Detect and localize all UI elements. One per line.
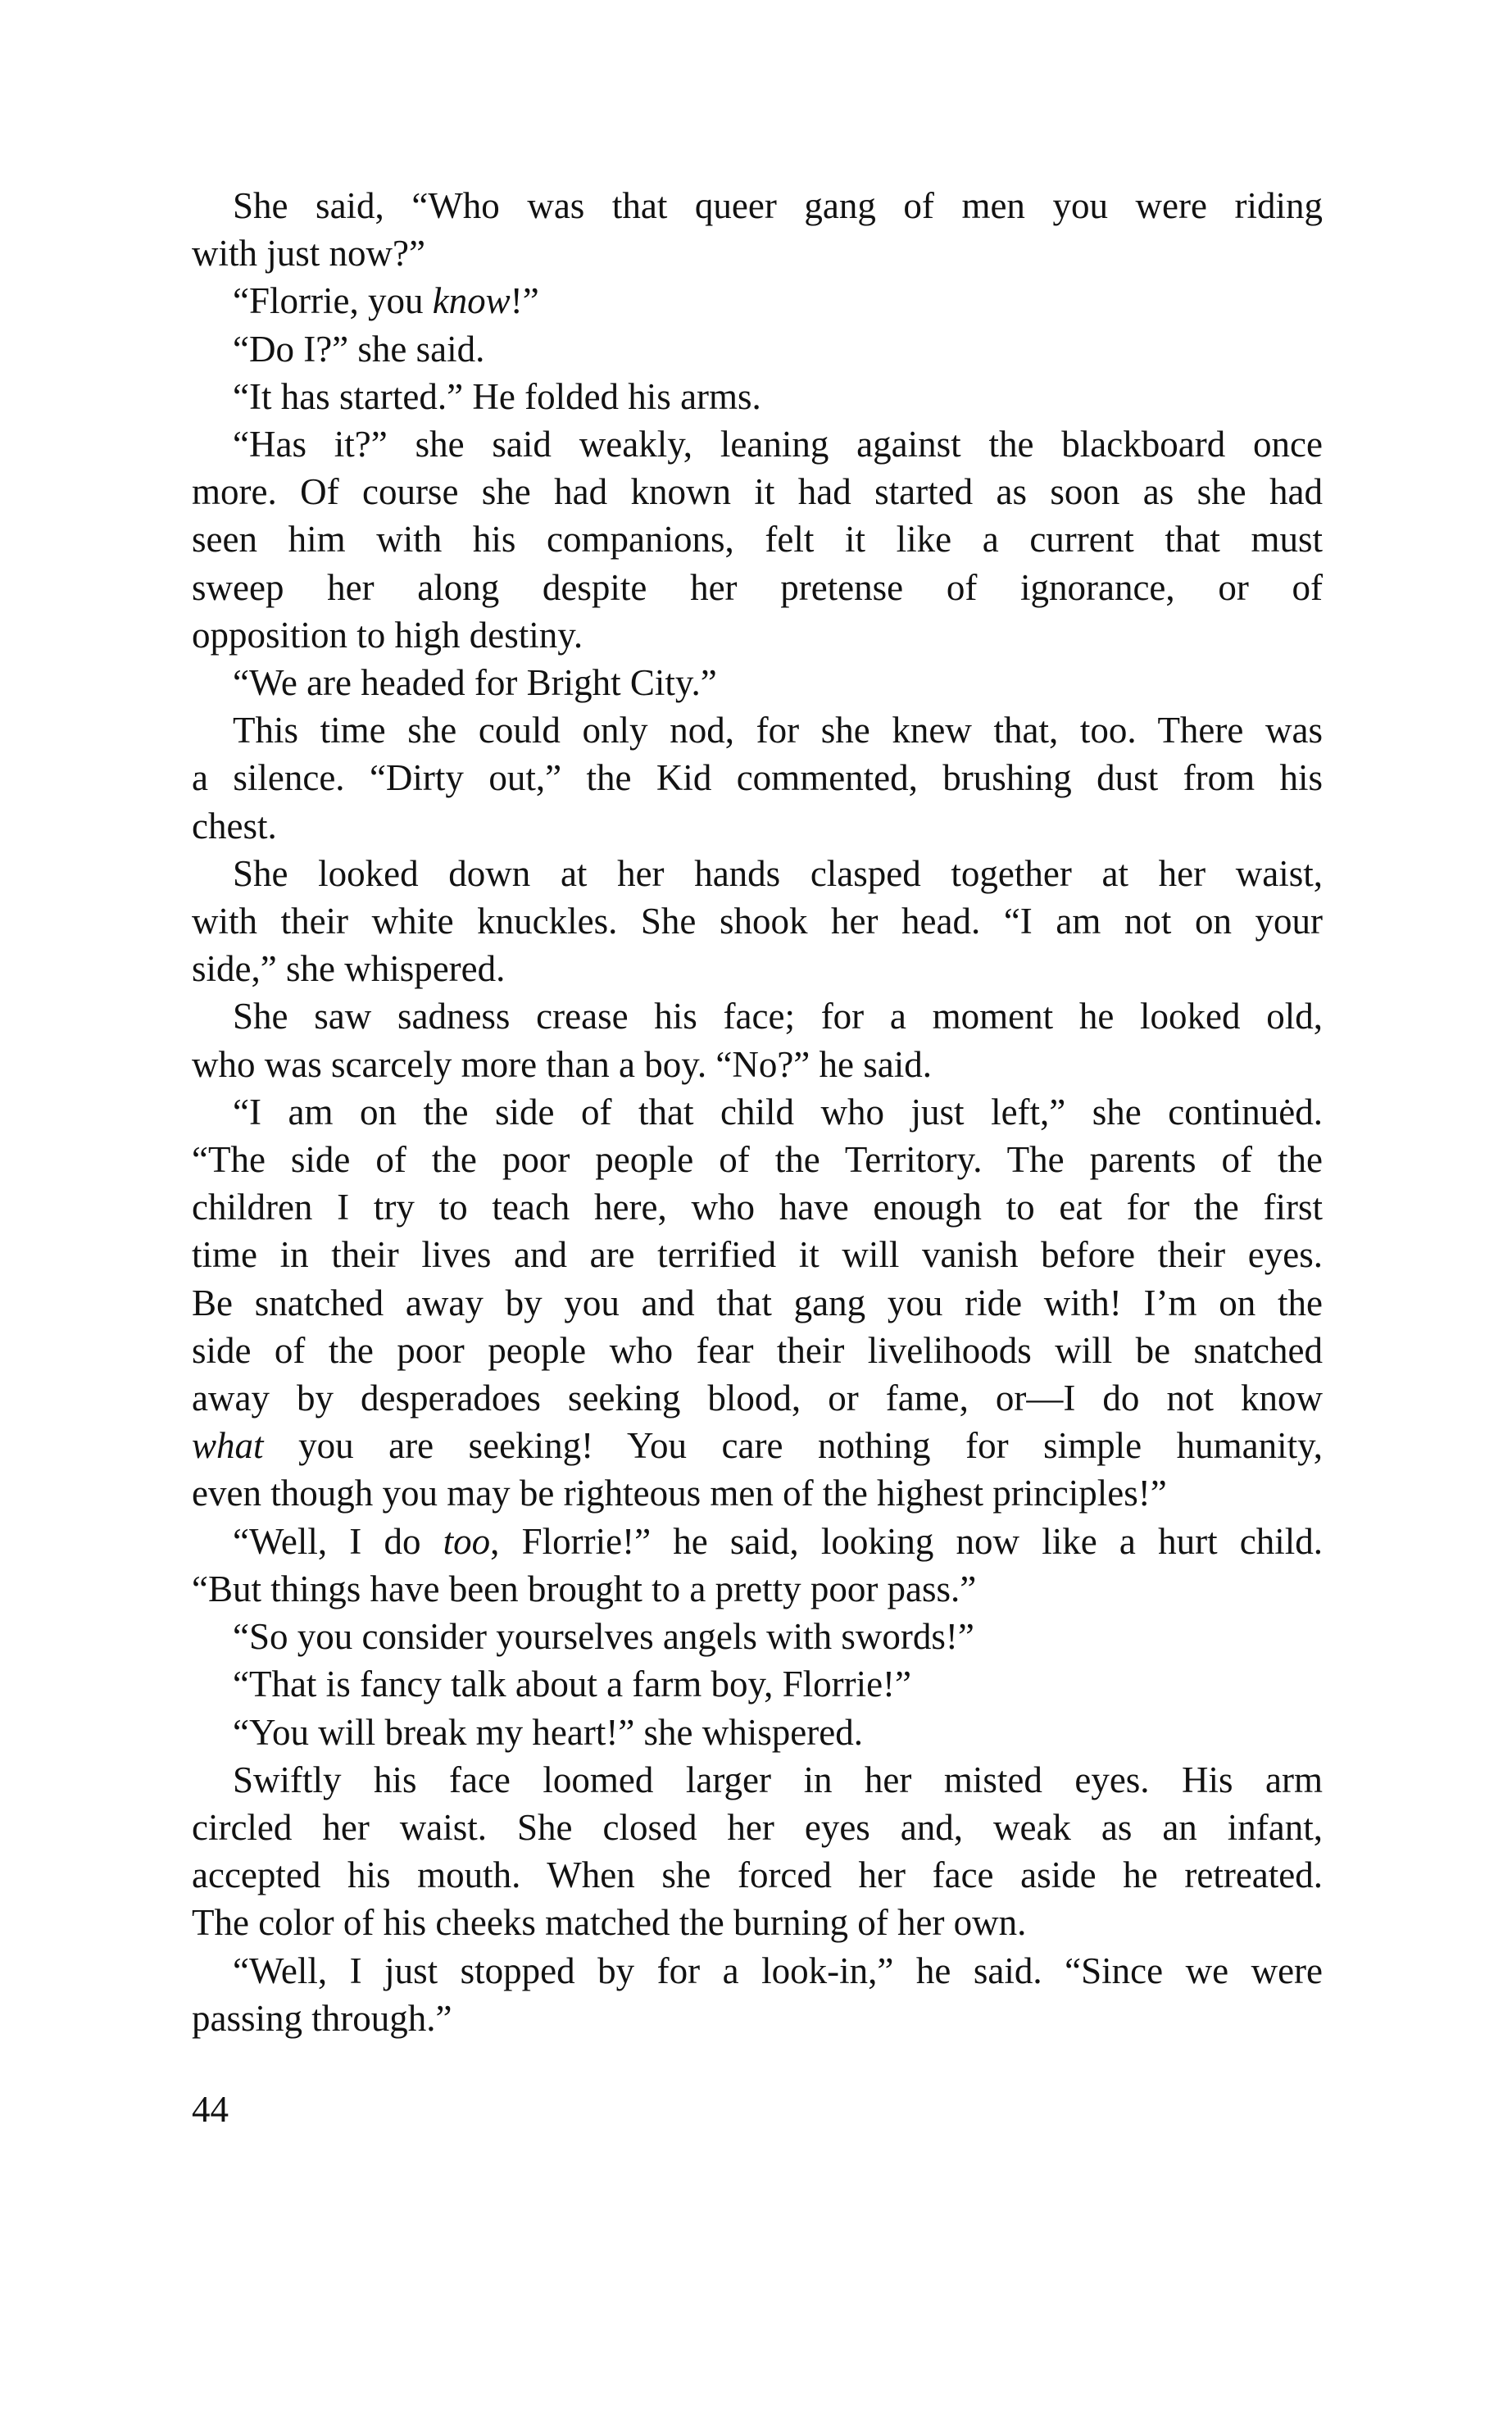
line-text: “Do I?” she said.	[233, 328, 485, 370]
line-text: She saw sadness crease his face; for a moment he looked old,	[233, 996, 1323, 1037]
text-line	[192, 659, 1323, 706]
text-line	[192, 1327, 1323, 1374]
line-text: away by desperadoes seeking blood, or fame, or—I do not know	[192, 1378, 1323, 1419]
text-line	[192, 1279, 1323, 1327]
line-text: “It has started.” He folded his arms.	[233, 375, 761, 417]
italic-word: what	[192, 1425, 264, 1467]
text-line	[192, 325, 1323, 373]
text-line	[192, 1565, 1323, 1613]
line-text: “Well, I do	[233, 1520, 443, 1562]
text-line	[192, 1804, 1323, 1851]
line-text: with just now?”	[192, 233, 425, 275]
text-line	[192, 1374, 1323, 1422]
text-line	[192, 1041, 1323, 1088]
line-text: side,” she whispered.	[192, 948, 506, 990]
line-text: She looked down at her hands clasped together at her waist,	[233, 852, 1323, 894]
text-line	[192, 850, 1323, 897]
line-text: Be snatched away by you and that gang you ride with! I’m on the	[192, 1282, 1323, 1323]
body-text	[192, 182, 1323, 2042]
line-text-continued: you are seeking! You care nothing for simple humanity,	[263, 1425, 1323, 1467]
text-line	[192, 754, 1323, 801]
line-text: “You will break my heart!” she whispered.	[233, 1711, 863, 1753]
text-line	[192, 373, 1323, 420]
line-text: She said, “Who was that queer gang of men you were riding	[233, 185, 1323, 226]
text-line	[192, 229, 1323, 277]
line-text: children I try to teach here, who have enough to eat for the first	[192, 1187, 1323, 1228]
line-text: chest.	[192, 805, 277, 847]
text-line	[192, 1947, 1323, 1995]
line-text: “So you consider yourselves angels with swords!”	[233, 1616, 974, 1658]
line-text-continued: !”	[510, 280, 539, 322]
italic-word: know	[432, 280, 511, 322]
line-text: sweep her along despite her pretense of ignorance, or of	[192, 566, 1323, 608]
line-text: Swiftly his face loomed larger in her misted eyes. His arm	[233, 1759, 1323, 1800]
line-text: “I am on the side of that child who just left,” she continuėd.	[233, 1091, 1323, 1133]
text-line	[192, 1518, 1323, 1565]
line-text: more. Of course she had known it had started as soon as she had	[192, 471, 1323, 513]
line-text-continued: , Florrie!” he said, looking now like a hurt child.	[490, 1520, 1323, 1562]
text-line	[192, 1756, 1323, 1804]
text-line	[192, 1613, 1323, 1660]
line-text: opposition to high destiny.	[192, 614, 583, 656]
line-text: side of the poor people who fear their livelihoods will be snatched	[192, 1329, 1323, 1371]
text-line	[192, 1851, 1323, 1899]
text-line	[192, 802, 1323, 850]
line-text: “But things have been brought to a pretty poor pass.”	[192, 1568, 977, 1609]
line-text: accepted his mouth. When she forced her face aside he retreated.	[192, 1854, 1323, 1896]
line-text: passing through.”	[192, 1997, 452, 2039]
text-line	[192, 992, 1323, 1040]
line-text: circled her waist. She closed her eyes and, weak as an infant,	[192, 1806, 1323, 1848]
line-text: The color of his cheeks matched the burning of her own.	[192, 1902, 1027, 1944]
text-line	[192, 1469, 1323, 1517]
line-text: time in their lives and are terrified it will vanish before their eyes.	[192, 1234, 1323, 1276]
text-line	[192, 468, 1323, 515]
line-text: “The side of the poor people of the Territory. The parents of the	[192, 1139, 1323, 1181]
line-text: with their white knuckles. She shook her head. “I am not on your	[192, 901, 1323, 942]
line-text: “That is fancy talk about a farm boy, Florrie!”	[233, 1664, 912, 1705]
text-line	[192, 1183, 1323, 1231]
text-line	[192, 1899, 1323, 1946]
line-text: who was scarcely more than a boy. “No?” he said.	[192, 1043, 932, 1085]
text-line	[192, 1995, 1323, 2042]
text-line	[192, 1136, 1323, 1183]
line-text: a silence. “Dirty out,” the Kid commented, brushing dust from his	[192, 757, 1323, 799]
text-line	[192, 611, 1323, 659]
text-line	[192, 1709, 1323, 1756]
line-text: “Well, I just stopped by for a look-in,” he said. “Since we were	[233, 1950, 1323, 1991]
line-text: even though you may be righteous men of the highest principles!”	[192, 1473, 1167, 1514]
text-line	[192, 1660, 1323, 1708]
line-text: seen him with his companions, felt it like a current that must	[192, 519, 1323, 561]
text-line	[192, 277, 1323, 325]
text-line	[192, 897, 1323, 945]
page-number: 44	[192, 2089, 229, 2130]
text-line	[192, 515, 1323, 563]
italic-word: too	[443, 1520, 491, 1562]
text-line	[192, 182, 1323, 229]
text-line	[192, 420, 1323, 468]
text-line	[192, 706, 1323, 754]
line-text: “We are headed for Bright City.”	[233, 662, 717, 704]
text-line	[192, 1088, 1323, 1136]
line-text: “Florrie, you	[233, 280, 433, 322]
text-line	[192, 945, 1323, 992]
text-line	[192, 1422, 1323, 1469]
line-text: “Has it?” she said weakly, leaning against the blackboard once	[233, 424, 1323, 465]
text-line	[192, 564, 1323, 611]
line-text: This time she could only nod, for she knew that, too. There was	[233, 710, 1323, 751]
text-line	[192, 1231, 1323, 1278]
